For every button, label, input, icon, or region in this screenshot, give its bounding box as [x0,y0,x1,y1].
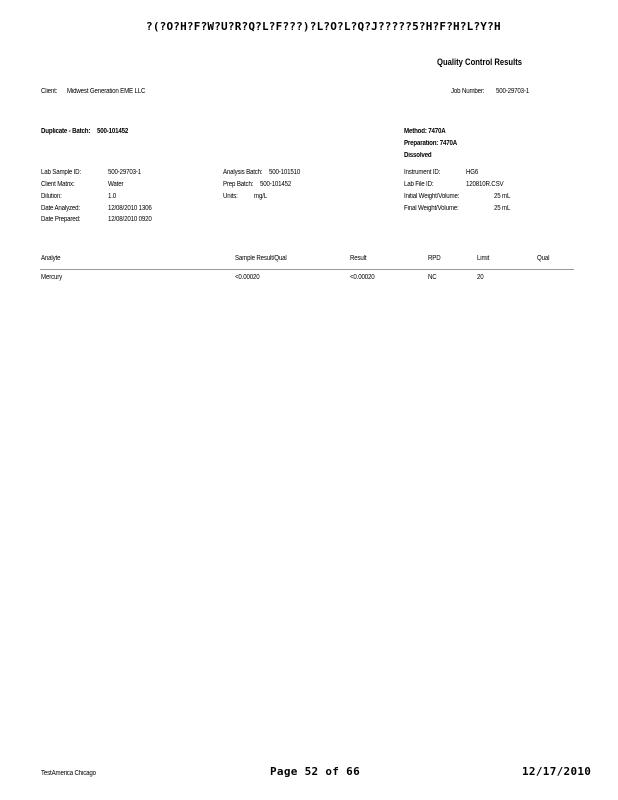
initial-volume-label: Initial Weight/Volume: [404,193,460,200]
col-header-result: Result [350,255,367,262]
cell-analyte: Mercury [41,274,63,281]
cell-result: <0.00020 [350,274,375,281]
lab-file-id-label: Lab File ID: [404,181,434,188]
final-volume-label: Final Weight/Volume: [404,205,459,212]
client-matrix-label: Client Matrix: [41,181,75,188]
instrument-id-value: HG6 [466,169,479,176]
page-title: Quality Control Results [437,57,523,67]
cell-rpd: NC [428,274,437,281]
dilution-value: 1.0 [108,193,117,200]
col-header-sample-result: Sample Result/Qual [235,255,287,262]
footer-page-number: Page 52 of 66 [270,765,360,778]
final-volume-value: 25 mL [494,205,511,212]
table-header-rule [40,269,574,270]
preparation-text: Preparation: 7470A [404,140,457,147]
cell-limit: 20 [477,274,484,281]
prep-batch-value: 500-101452 [260,181,292,188]
client-label: Client: [41,88,58,95]
units-label: Units: [223,193,238,200]
date-prepared-label: Date Prepared: [41,216,81,223]
prep-batch-label: Prep Batch: [223,181,254,188]
lab-sample-id-label: Lab Sample ID: [41,169,81,176]
date-prepared-value: 12/08/2010 0920 [108,216,152,223]
col-header-analyte: Analyte [41,255,61,262]
duplicate-batch-label: Duplicate - Batch: [41,128,91,135]
footer-date: 12/17/2010 [522,765,592,778]
lab-sample-id-value: 500-29703-1 [108,169,141,176]
col-header-qual: Qual [537,255,550,262]
garbled-header-text: ?(?O?H?F?W?U?R?Q?L?F???)?L?O?L?Q?J?????5?H?F?H?L?Y?H [146,20,501,33]
initial-volume-value: 25 mL [494,193,511,200]
client-value: Midwest Generation EME LLC [67,88,146,95]
client-matrix-value: Water [108,181,124,188]
analysis-batch-value: 500-101510 [269,169,301,176]
dilution-label: Dilution: [41,193,62,200]
duplicate-batch-value: 500-101452 [97,128,129,135]
footer-lab-name: TestAmerica Chicago [41,770,96,777]
date-analyzed-value: 12/08/2010 1306 [108,205,152,212]
date-analyzed-label: Date Analyzed: [41,205,80,212]
analysis-batch-label: Analysis Batch: [223,169,263,176]
units-value: mg/L [254,193,267,200]
lab-file-id-value: 120810R.CSV [466,181,504,188]
col-header-rpd: RPD [428,255,441,262]
job-number-label: Job Number: [451,88,485,95]
cell-sample-result: <0.00020 [235,274,260,281]
dissolved-text: Dissolved [404,152,432,159]
method-text: Method: 7470A [404,128,446,135]
col-header-limit: Limit [477,255,490,262]
job-number-value: 500-29703-1 [496,88,529,95]
instrument-id-label: Instrument ID: [404,169,441,176]
